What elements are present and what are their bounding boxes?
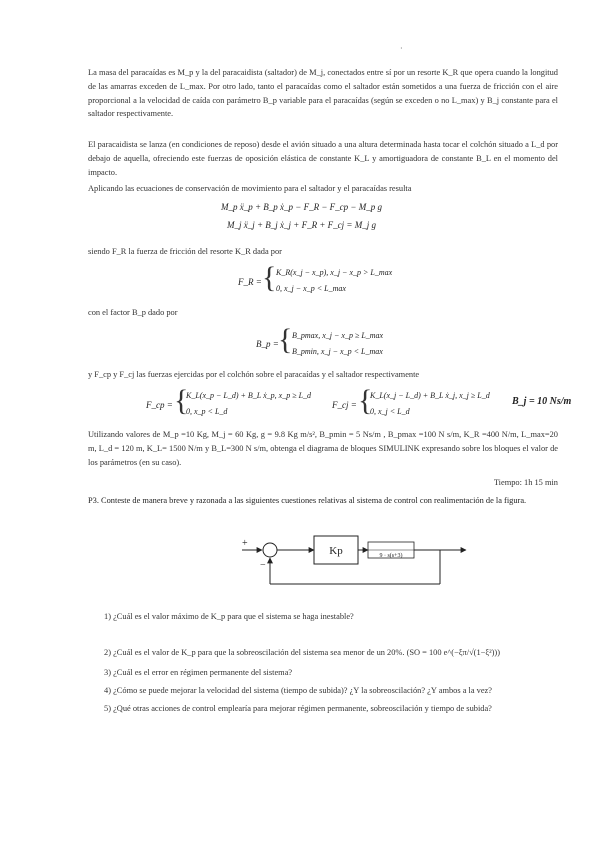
question-text: ¿Cuál es el error en régimen permanente del sistema? (113, 668, 293, 677)
fcj-brace: { (358, 384, 373, 417)
question-2 (104, 648, 500, 657)
paragraph-conservation: Aplicando las ecuaciones de conservación de movimiento para el saltador y el paracaídas resulta (88, 184, 412, 193)
fcp-label: F_cp = (146, 400, 173, 410)
plant-label: 9 · s(s+3) (379, 553, 403, 559)
bp-case-1: B_pmax, x_j − x_p ≥ L_max (292, 331, 384, 340)
question-number: 2) (104, 648, 111, 657)
fcj-label: F_cj = (332, 400, 357, 410)
paragraph-fr: siendo F_R la fuerza de fricción del resorte K_R dada por (88, 247, 282, 256)
bp-label: B_p = (256, 339, 279, 349)
paragraph-values: Utilizando valores de M_p =10 Kg, M_j = 60 Kg, g = 9.8 Kg m/s², B_pmin = 5 Ns/m , B_pmax =100 N s/m, K_R =400 N/m, L_max=20 m, L_d = 120 m, K_L= 1500 N/m y B_L=300 N s/m, obtenga el diagrama de bloques SIMULINK expresando sobre los bloques el valor de los parámetros (en su caso). (88, 430, 558, 467)
fr-label: F_R = (238, 277, 262, 287)
fcp-brace: { (174, 384, 189, 417)
fr-brace: { (262, 261, 277, 294)
equation-motion-saltador: M_j ẍ_j + B_j ẋ_j + F_R + F_cj = M_j g (226, 220, 376, 230)
question-text: ¿Cuál es el valor de K_p para que la sobreoscilación del sistema sea menor de un 20%. (SO = 100 e^(−ξπ/√(1−ξ²))) (113, 648, 500, 657)
question-3 (104, 668, 292, 677)
question-text: ¿Cómo se puede mejorar la velocidad del sistema (tiempo de subida)? ¿Y la sobreoscilación? ¿Y ambos a la vez? (113, 686, 492, 695)
fr-case-2: 0, x_j − x_p < L_max (276, 284, 346, 293)
fcp-case-2: 0, x_p < L_d (186, 407, 228, 416)
bp-brace: { (278, 323, 293, 356)
question-1 (104, 612, 354, 621)
question-number: 5) (104, 704, 111, 713)
question-5 (104, 704, 492, 713)
gain-label: Kp (329, 545, 343, 557)
paragraph-colchon: y F_cp y F_cj las fuerzas ejercidas por el colchón sobre el paracaídas y el saltador respectivamente (88, 370, 420, 379)
paragraph-bp: con el factor B_p dado por (88, 308, 178, 317)
fr-case-1: K_R(x_j − x_p), x_j − x_p > L_max (276, 268, 393, 277)
question-text: ¿Qué otras acciones de control emplearía para mejorar régimen permanente, sobreoscilación y tiempo de subida? (113, 704, 492, 713)
question-number: 4) (104, 686, 111, 695)
time-note: Tiempo: 1h 15 min (493, 478, 558, 487)
fcj-case-2: 0, x_j < L_d (370, 407, 410, 416)
sum-plus-sign: + (242, 538, 248, 549)
question-number: 3) (104, 668, 111, 677)
question-number: 1) (104, 612, 111, 621)
stray-mark: · (400, 44, 403, 53)
block-diagram (230, 530, 560, 600)
question-4 (104, 686, 492, 695)
handwritten-bj-note: B_j = 10 Ns/m (512, 396, 572, 407)
paragraph-launch: El paracaidista se lanza (en condiciones de reposo) desde el avión situado a una altura determinada hasta tocar el colchón situado a L_d por debajo de aquella, ofreciendo este fuerzas de oposición elástica de constante K_L y amortiguadora de constante B_L en el momento del impacto. (88, 140, 558, 177)
summing-junction (263, 543, 277, 557)
fcp-case-1: K_L(x_p − L_d) + B_L ẋ_p, x_p ≥ L_d (186, 391, 312, 400)
paragraph-masses: La masa del paracaídas es M_p y la del paracaidista (saltador) de M_j, conectados entre sí por un resorte K_R que opera cuando la longitud de las amarras exceden de L_max. Por otro lado, tanto el paracaídas como el saltador están sometidos a una fuerza de fricción con el aire proporcional a la velocidad de caída con parámetro B_p variable para el paracaídas (según se exceden o no L_max) y B_j constante para el saltador respectivamente. (88, 68, 558, 119)
question-text: ¿Cuál es el valor máximo de K_p para que el sistema se haga inestable? (113, 612, 354, 621)
p3-heading: P3. Conteste de manera breve y razonada a las siguientes cuestiones relativas al sistema de control con realimentación de la figura. (88, 496, 527, 505)
bp-case-2: B_pmin, x_j − x_p < L_max (292, 347, 383, 356)
equation-motion-paracaidas: M_p ẍ_p + B_p ẋ_p − F_R − F_cp − M_p g (220, 202, 382, 212)
fcj-case-1: K_L(x_j − L_d) + B_L ẋ_j, x_j ≥ L_d (370, 391, 490, 400)
sum-minus-sign: − (260, 560, 266, 571)
